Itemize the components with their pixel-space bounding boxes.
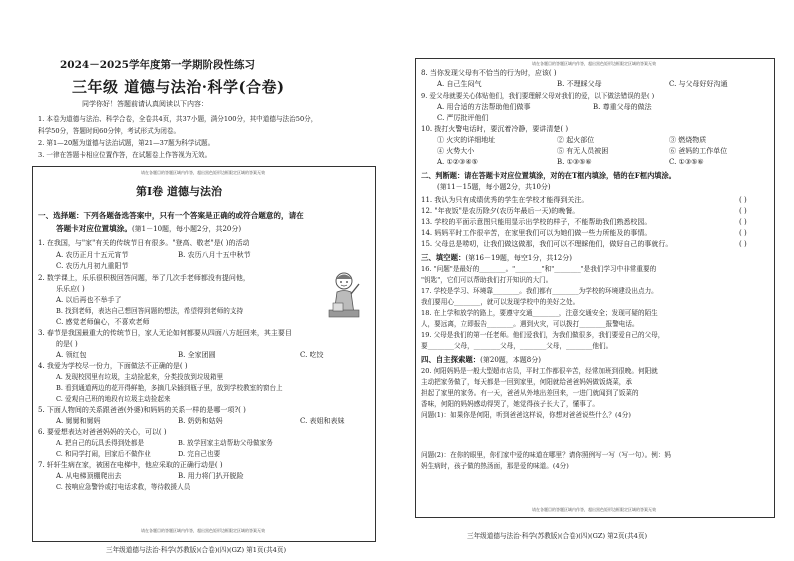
q4-option-b[interactable]: B. 看到通道两边的花开得鲜艳，多摘几朵插到瓶子里，放到学校教室的窗台上 <box>56 384 283 392</box>
warning-bottom-left: 请在各题目的答题区域内作答，超出黑色矩形边框限定区域的答案无效 <box>141 528 265 533</box>
q9-stem: 9. 爱父母就要关心体贴他们，我们要理解父母对我们的爱，以下做法错误的是( ) <box>421 92 655 100</box>
q3-stem-2: 的是( ) <box>56 340 78 348</box>
q7-option-b[interactable]: B. 用力将门扒开脱险 <box>178 472 244 480</box>
teacher-illustration <box>324 270 364 322</box>
q10-item-3: ③ 燃烧物质 <box>669 136 707 144</box>
q20-question-2-line-2: 妈生病时，孩子做的热汤面，那是爱的味道。(4分) <box>421 462 569 470</box>
q10-stem: 10. 拨打火警电话时，要沉着冷静，要讲清楚( ) <box>421 125 569 133</box>
q1-option-a[interactable]: A. 农历正月十五元宵节 <box>56 251 129 259</box>
warning-top-left: 请在各题目的答题区域内作答，超出黑色矩形边框限定区域的答案无效 <box>141 170 265 175</box>
q5-option-b[interactable]: B. 奶奶和姑妈 <box>178 417 223 425</box>
q1-option-c[interactable]: C. 农历九月初九重阳节 <box>56 262 129 270</box>
q4-stem: 4. 我爱为学校尽一份力，下面做法不正确的是( ) <box>38 362 188 370</box>
q20-question-2-line-1: 问题(2)：在你的眼里，你们家中爱的味道在哪里？请你照例写一写（写一句）。例：妈 <box>421 451 672 459</box>
part1-heading-2: 答题卡对应位置填涂。(第1－10题，每小题2分，共20分) <box>56 224 242 233</box>
q12: 12. "年夜饭"是农历除夕(农历年最后一天)的晚餐。 <box>421 207 580 215</box>
q20-line-3: 担起了家里的家务。有一天，爸爸从外地出差回来，一进门就闻到了饭菜的 <box>421 389 639 397</box>
q10-option-b[interactable]: B. ①③⑤⑥ <box>557 158 592 166</box>
footer-right: 三年级道德与法治·科学(苏教版)(合卷)(四)(GZ) 第2页(共4页) <box>467 532 648 540</box>
q18-line-2[interactable]: 人，要远离，立即报告________。遇到火灾，可以拨打________报警电话。 <box>421 320 639 328</box>
q7-option-a[interactable]: A. 从电梯顶棚爬出去 <box>56 472 122 480</box>
q8-option-c[interactable]: C. 与父母好好沟通 <box>669 80 728 88</box>
q3-option-b[interactable]: B. 全家团圆 <box>178 351 216 359</box>
q6-option-d[interactable]: D. 完自己也要 <box>178 450 221 458</box>
q10-option-a[interactable]: A. ①②③④⑤ <box>437 158 478 166</box>
q8-option-b[interactable]: B. 不理睬父母 <box>557 80 602 88</box>
footer-left: 三年级道德与法治·科学(苏教版)(合卷)(四)(GZ) 第1页(共4页) <box>106 546 287 554</box>
q2-stem: 2. 数学课上，乐乐很积极回答问题，举了几次手老师都没有提问他， <box>38 274 250 282</box>
q13-answer[interactable]: ( ) <box>739 218 747 226</box>
q20-answer-area-2[interactable] <box>427 474 763 504</box>
q14-answer[interactable]: ( ) <box>739 229 747 237</box>
note-2: 2. 第1—20题为道德与法治试题，第21—37题为科学试题。 <box>38 139 215 147</box>
part2-score: (第11－15题，每小题2分，共10分) <box>437 183 551 191</box>
q2-option-c[interactable]: C. 感觉老师偏心，不喜欢老师 <box>56 318 150 326</box>
q20-line-4: 香味，何阳的妈妈感动得哭了，她觉得孩子长大了，懂事了。 <box>421 400 600 408</box>
q3-stem: 3. 春节是我国最重大的传统节日，家人无论如何都要从四面八方赶回来，其主要目 <box>38 329 292 337</box>
warning-top-right: 请在各题目的答题区域内作答，超出黑色矩形边框限定区域的答案无效 <box>532 61 656 66</box>
q15: 15. 父母总是唠叨，让我们做这做那，我们可以不理睬他们，做好自己的事就行。 <box>421 240 673 248</box>
q2-stem-2: 乐乐应( ) <box>56 285 85 293</box>
q16-line-2: "钥匙"，它们可以帮助我们打开知识的大门。 <box>421 276 553 284</box>
page-2 <box>397 0 794 561</box>
part3-heading: 三、填空题：(第16－19题，每空1分，共12分) <box>421 253 572 262</box>
q20-line-1: 20. 何阳妈妈是一般大型超市店员，平时工作都很辛苦，经常加班到很晚。何阳就 <box>421 367 658 375</box>
q1-option-b[interactable]: B. 农历八月十五中秋节 <box>178 251 251 259</box>
q15-answer[interactable]: ( ) <box>739 240 747 248</box>
q20-answer-area-1[interactable] <box>427 422 763 450</box>
q12-answer[interactable]: ( ) <box>739 207 747 215</box>
q4-option-a[interactable]: A. 发现校园里有垃圾，主动捡起来，分类投放到垃圾箱里 <box>56 373 224 381</box>
q16-line-1[interactable]: 16. "问题"是最好的________。"________"和"________"是我们学习中非常重要的 <box>421 265 657 273</box>
q10-item-1: ① 火灾的详细地址 <box>437 136 496 144</box>
year-title: 2024－2025学年度第一学期阶段性练习 <box>60 59 255 71</box>
q6-stem: 6. 要爱想表达对爸爸妈妈的关心，可以( ) <box>38 428 167 436</box>
q3-option-a[interactable]: A. 领红包 <box>56 351 87 359</box>
q20-line-2: 主动把家务做了，每天都是一回到家里，何阳就给爸爸妈妈做饭烧菜，承 <box>421 378 632 386</box>
q10-item-2: ② 起火部位 <box>557 136 595 144</box>
q13: 13. 学校的平面示意图只能用显示出学校的样子，不能帮助我们熟悉校园。 <box>421 218 652 226</box>
q11-answer[interactable]: ( ) <box>739 196 747 204</box>
q9-option-a[interactable]: A. 用合适的方法帮助他们做事 <box>437 103 531 111</box>
q6-option-b[interactable]: B. 放学回家主动帮助父母做家务 <box>178 439 273 447</box>
q6-option-c[interactable]: C. 和同学打闹，回家后不做作业 <box>56 450 151 458</box>
q11: 11. 我认为只有成绩优秀的学生在学校才能得到关注。 <box>421 196 589 204</box>
q2-option-b[interactable]: B. 找到老师，表达自己想回答问题的想法，希望得到老师的支持 <box>56 307 244 315</box>
q17-line-1[interactable]: 17. 学校是学习、环境靠________。我们都有________为学校的环境建设出点力。 <box>421 287 658 295</box>
q10-item-4: ④ 火势大小 <box>437 147 475 155</box>
q17-line-2[interactable]: 我们要用心________，就可以发现学校中的美好之处。 <box>421 298 580 306</box>
q5-option-c[interactable]: C. 表姐和表妹 <box>300 417 345 425</box>
q18-line-1[interactable]: 18. 在上学和放学的路上，要遵守交通________，注意交通安全；发现可疑的陌生 <box>421 309 658 317</box>
warning-bottom-right: 请在各题目的答题区域内作答，超出黑色矩形边框限定区域的答案无效 <box>532 507 656 512</box>
part2-heading: 二、判断题：请在答题卡对应位置填涂，对的在T框内填涂，错的在F框内填涂。 <box>421 171 676 180</box>
q9-option-c[interactable]: C. 严厉批评他们 <box>437 114 489 122</box>
q7-stem: 7. 轩轩生病在家，被困在电梯中，他应采取的正确行动是( ) <box>38 461 223 469</box>
q14: 14. 妈妈平时工作很辛苦，在家里我们可以为她们做一些力所能及的事情。 <box>421 229 652 237</box>
q5-stem: 5. 下面人物间的关系跟爸爸(外婆)和妈妈的关系一样的是哪一项?( ) <box>38 406 246 414</box>
q19-line-1: 19. 父母是我们的第一任老师。他们爱我们，为我们做很多，我们要爱自己的父母， <box>421 331 665 339</box>
q10-item-6: ⑥ 爸妈的工作单位 <box>669 147 728 155</box>
q8-option-a[interactable]: A. 自己生闷气 <box>437 80 482 88</box>
q20-question-1: 问题(1)：如果你是何阳，听到爸爸这样说，你想对爸爸说些什么？(4分) <box>421 411 631 419</box>
q4-option-c[interactable]: C. 爱观自己班的地段有垃圾主动捡起来 <box>56 395 171 403</box>
q5-option-a[interactable]: A. 舅舅和舅妈 <box>56 417 101 425</box>
part1-heading: 一、选择题：下列各题备选答案中，只有一个答案是正确的或符合题意的，请在 <box>38 211 304 220</box>
greeting: 同学你好！答题前请认真阅读以下内容： <box>82 100 208 108</box>
q7-option-c[interactable]: C. 按响应急警铃或打电话求救，等待救援人员 <box>56 483 191 491</box>
q10-option-c[interactable]: C. ①③⑤⑥ <box>669 158 704 166</box>
q2-option-a[interactable]: A. 以后再也不举手了 <box>56 296 122 304</box>
q19-line-2[interactable]: 要________父母，________父母，________父母，________他们。 <box>421 342 613 350</box>
q6-option-a[interactable]: A. 把自己的玩具丢得到处都是 <box>56 439 145 447</box>
q9-option-b[interactable]: B. 尊重父母的做法 <box>593 103 652 111</box>
section-title: 第Ⅰ卷 道德与法治 <box>136 185 222 198</box>
note-1b: 科学50分，答题时间60分钟，考试形式为闭卷。 <box>38 127 181 135</box>
note-3: 3. 一律在答题卡相应位置作答，在试题卷上作答视为无效。 <box>38 151 212 159</box>
q8-stem: 8. 当你发现父母有不恰当的行为时，应该( ) <box>421 69 557 77</box>
q3-option-c[interactable]: C. 吃饺 <box>300 351 324 359</box>
part4-heading: 四、自主探索题：(第20题，本题8分) <box>421 355 541 364</box>
main-title: 三年级 道德与法治·科学(合卷) <box>72 78 285 96</box>
note-1: 1. 本卷为道德与法治、科学合卷，全卷共4页，共37小题，满分100分，其中道德与法治50分， <box>38 115 318 123</box>
q10-item-5: ⑤ 有无人员被困 <box>557 147 609 155</box>
q1-stem: 1. 在我国，与"家"有关的传统节日有很多。"登高、敬老"是( )的活动 <box>38 239 250 247</box>
